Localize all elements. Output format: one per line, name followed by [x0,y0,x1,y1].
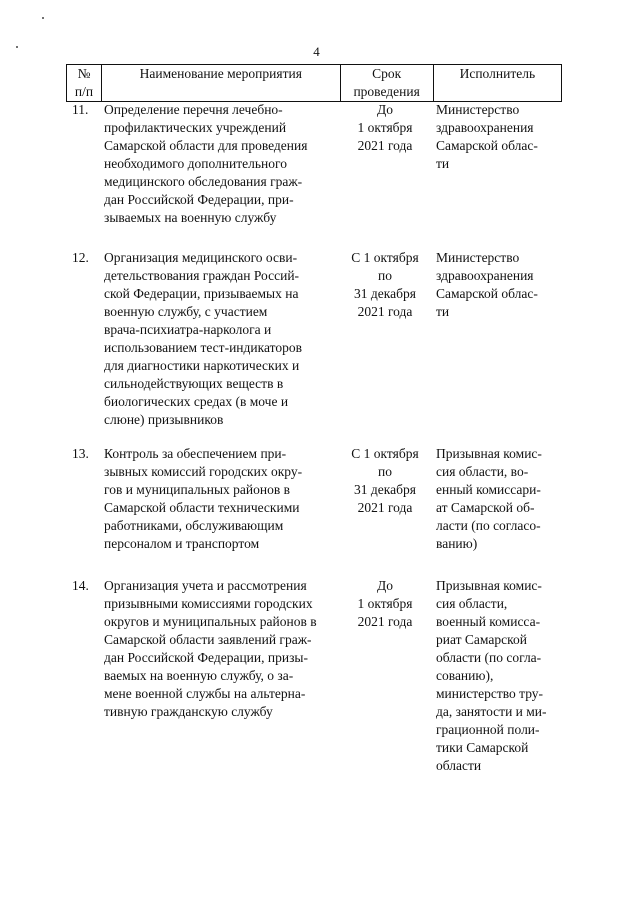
row-number: 13. [72,446,89,461]
row-term: До 1 октября 2021 года [357,102,413,153]
row-executor: Призывная комис- сия области, военный комисса- риат Самарской области (по согла- сованию), министерство тру- да, занятости и ми- грационной поли- тики Самарской области [436,578,547,773]
page-number: 4 [313,44,320,59]
header-executor: Исполнитель [433,65,561,102]
header-num: № п/п [67,65,102,102]
table-header [66,64,562,102]
row-name: Организация учета и рассмотрения призывными комиссиями городских округов и муниципальных районов в Самарской области заявлений граж- дан Российской Федерации, призы- ваемых на военную службу, о за- мене военной службы на альтерна- тивную гражданскую службу [104,578,317,719]
row-executor: Министерство здравоохранения Самарской облас- ти [436,102,538,171]
row-name: Определение перечня лечебно- профилактических учреждений Самарской области для проведения необходимого дополнительного медицинского обследования граж- дан Российской Федерации, при- зываемых на военную службу [104,102,308,225]
row-term: С 1 октября по 31 декабря 2021 года [351,250,419,319]
row-number: 12. [72,250,89,265]
row-executor: Министерство здравоохранения Самарской облас- ти [436,250,538,319]
row-term: До 1 октября 2021 года [357,578,413,629]
scan-speck [42,17,44,19]
row-name: Контроль за обеспечением при- зывных комиссий городских окру- гов и муниципальных районов в Самарской области техническими работниками, обслуживающим персоналом и транспортом [104,446,303,551]
row-number: 14. [72,578,89,593]
header-name: Наименование мероприятия [102,65,340,102]
header-term: Срок проведения [340,65,433,102]
row-executor: Призывная комис- сия области, во- енный комиссари- ат Самарской об- ласти (по согласо- ванию) [436,446,542,551]
row-number: 11. [72,102,89,117]
row-term: С 1 октября по 31 декабря 2021 года [351,446,419,515]
row-name: Организация медицинского осви- детельствования граждан Россий- ской Федерации, призываемых на военную службу, с участием врача-психиатра-нарколога и использованием тест-индикаторов для диагностики наркотических и сильнодействующих веществ в биологических средах (в моче и слюне) призывников [104,250,302,427]
